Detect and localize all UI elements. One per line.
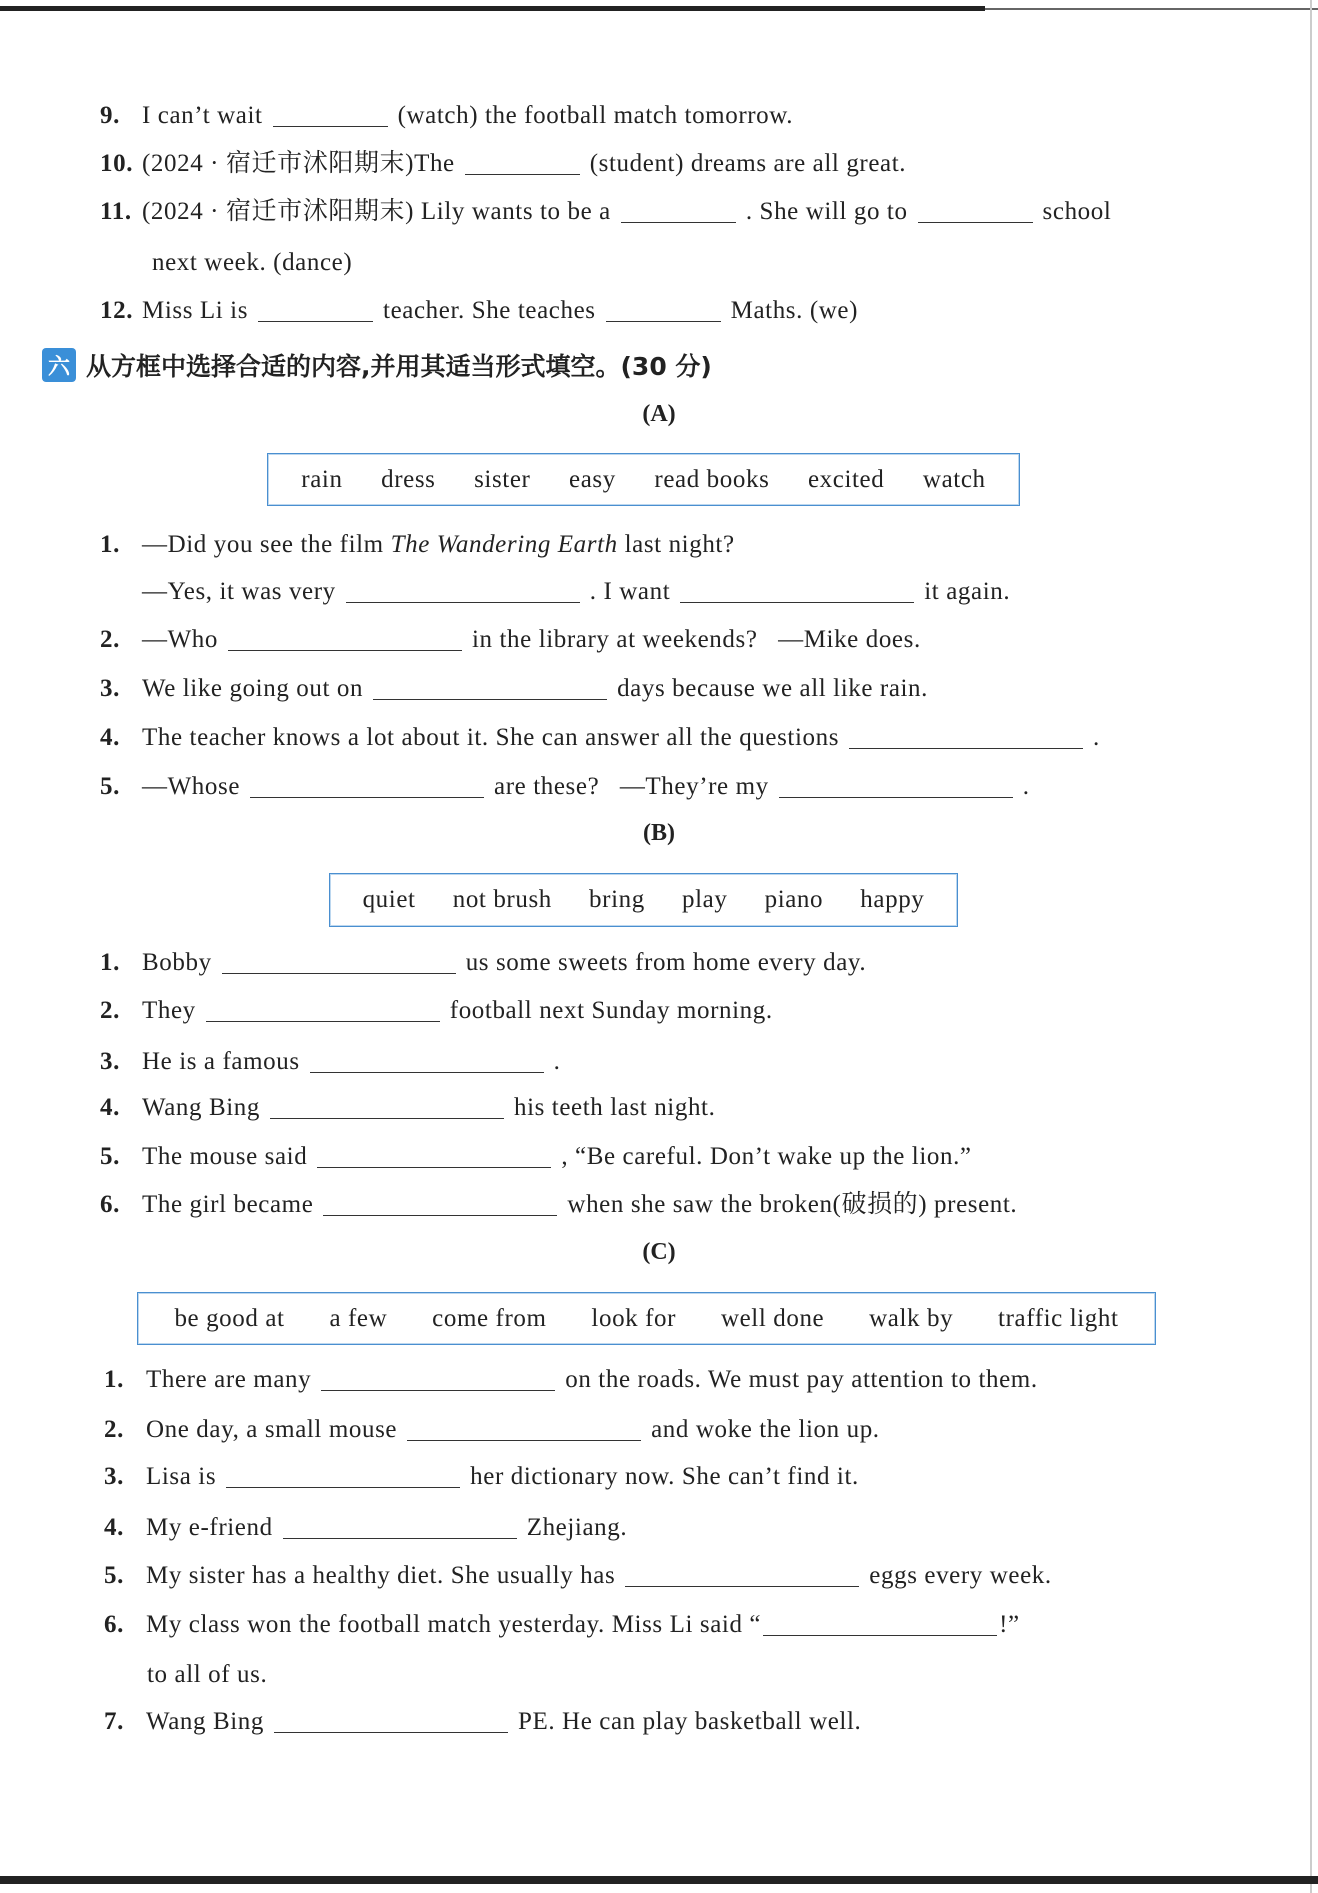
c-question-7: 7. Wang Bing PE. He can play basketball well. bbox=[104, 1708, 862, 1735]
word: be good at bbox=[174, 1304, 285, 1332]
word: easy bbox=[569, 465, 616, 493]
c-question-3: 3. Lisa is her dictionary now. She can’t find it. bbox=[104, 1463, 859, 1490]
question-9: 9. I can’t wait (watch) the football match tomorrow. bbox=[100, 102, 794, 129]
answer-blank[interactable] bbox=[270, 1094, 504, 1119]
word-box-c bbox=[137, 1292, 1156, 1345]
word-box-a bbox=[267, 453, 1020, 506]
section-title: 从方框中选择合适的内容,并用其适当形式填空。(30 分) bbox=[86, 352, 712, 381]
a-question-4: 4. The teacher knows a lot about it. She can answer all the questions . bbox=[100, 724, 1100, 751]
word: not brush bbox=[452, 886, 552, 913]
bottom-rule bbox=[0, 1876, 1318, 1884]
c-question-1: 1. There are many on the roads. We must pay attention to them. bbox=[104, 1366, 1038, 1393]
word: well done bbox=[720, 1304, 825, 1332]
word: bring bbox=[589, 886, 645, 913]
answer-blank[interactable] bbox=[258, 297, 373, 322]
question-10: 10. (2024 · 宿迁市沭阳期末)The (student) dreams are all great. bbox=[100, 150, 907, 177]
word: piano bbox=[764, 886, 824, 913]
word: play bbox=[681, 886, 728, 913]
word: watch bbox=[922, 465, 986, 493]
b-question-5: 5. The mouse said , “Be careful. Don’t wake up the lion.” bbox=[100, 1143, 972, 1170]
word: dress bbox=[381, 465, 436, 493]
word: happy bbox=[860, 886, 925, 913]
word: traffic light bbox=[998, 1304, 1119, 1332]
word: quiet bbox=[362, 886, 416, 913]
c-question-6: 6. My class won the football match yesterday. Miss Li said “ !” bbox=[104, 1611, 1020, 1638]
c-question-6-cont: to all of us. bbox=[147, 1661, 268, 1688]
word: a few bbox=[329, 1304, 388, 1332]
answer-blank[interactable] bbox=[606, 297, 721, 322]
word: read books bbox=[654, 465, 770, 493]
b-question-4: 4. Wang Bing his teeth last night. bbox=[100, 1094, 716, 1121]
answer-blank[interactable] bbox=[763, 1611, 997, 1636]
part-c-label: (C) bbox=[642, 1239, 676, 1265]
answer-blank[interactable] bbox=[680, 578, 914, 603]
a-question-1: 1. —Did you see the film The Wandering Earth last night? bbox=[100, 531, 735, 558]
b-question-1: 1. Bobby us some sweets from home every day. bbox=[100, 949, 867, 976]
a-question-2: 2. —Who in the library at weekends? —Mike does. bbox=[100, 626, 921, 653]
answer-blank[interactable] bbox=[317, 1143, 551, 1168]
word: excited bbox=[807, 465, 885, 493]
a-question-1-reply: —Yes, it was very . I want it again. bbox=[142, 578, 1011, 605]
word: sister bbox=[474, 465, 531, 493]
b-question-6: 6. The girl became when she saw the broken(破损的) present. bbox=[100, 1191, 1018, 1218]
answer-blank[interactable] bbox=[273, 102, 388, 127]
answer-blank[interactable] bbox=[274, 1708, 508, 1733]
word: look for bbox=[591, 1304, 677, 1332]
page-edge bbox=[1310, 0, 1312, 1893]
answer-blank[interactable] bbox=[849, 724, 1083, 749]
answer-blank[interactable] bbox=[228, 626, 462, 651]
question-11: 11. (2024 · 宿迁市沭阳期末) Lily wants to be a . She will go to school bbox=[100, 198, 1112, 225]
answer-blank[interactable] bbox=[206, 997, 440, 1022]
answer-blank[interactable] bbox=[222, 949, 456, 974]
word: come from bbox=[432, 1304, 547, 1332]
answer-blank[interactable] bbox=[918, 198, 1033, 223]
answer-blank[interactable] bbox=[779, 773, 1013, 798]
word: rain bbox=[301, 465, 343, 493]
answer-blank[interactable] bbox=[465, 150, 580, 175]
word-box-b bbox=[329, 873, 958, 927]
answer-blank[interactable] bbox=[250, 773, 484, 798]
c-question-2: 2. One day, a small mouse and woke the lion up. bbox=[104, 1416, 880, 1443]
b-question-2: 2. They football next Sunday morning. bbox=[100, 997, 773, 1024]
section-number-badge: 六 bbox=[42, 348, 76, 382]
answer-blank[interactable] bbox=[321, 1366, 555, 1391]
part-a-label: (A) bbox=[642, 401, 676, 427]
answer-blank[interactable] bbox=[323, 1191, 557, 1216]
a-question-3: 3. We like going out on days because we all like rain. bbox=[100, 675, 929, 702]
b-question-3: 3. He is a famous . bbox=[100, 1048, 561, 1075]
c-question-5: 5. My sister has a healthy diet. She usually has eggs every week. bbox=[104, 1562, 1052, 1589]
question-12: 12. Miss Li is teacher. She teaches Maths. (we) bbox=[100, 297, 859, 324]
a-question-5: 5. —Whose are these? —They’re my . bbox=[100, 773, 1030, 800]
answer-blank[interactable] bbox=[373, 675, 607, 700]
c-question-4: 4. My e-friend Zhejiang. bbox=[104, 1514, 628, 1541]
word: walk by bbox=[869, 1304, 954, 1332]
section-header bbox=[42, 347, 712, 383]
part-b-label: (B) bbox=[643, 820, 675, 846]
answer-blank[interactable] bbox=[346, 578, 580, 603]
answer-blank[interactable] bbox=[310, 1048, 544, 1073]
top-rule-thin bbox=[985, 8, 1318, 10]
answer-blank[interactable] bbox=[283, 1514, 517, 1539]
top-rule bbox=[0, 6, 985, 11]
answer-blank[interactable] bbox=[625, 1562, 859, 1587]
answer-blank[interactable] bbox=[621, 198, 736, 223]
question-11-cont: next week. (dance) bbox=[152, 249, 353, 276]
answer-blank[interactable] bbox=[226, 1463, 460, 1488]
answer-blank[interactable] bbox=[407, 1416, 641, 1441]
